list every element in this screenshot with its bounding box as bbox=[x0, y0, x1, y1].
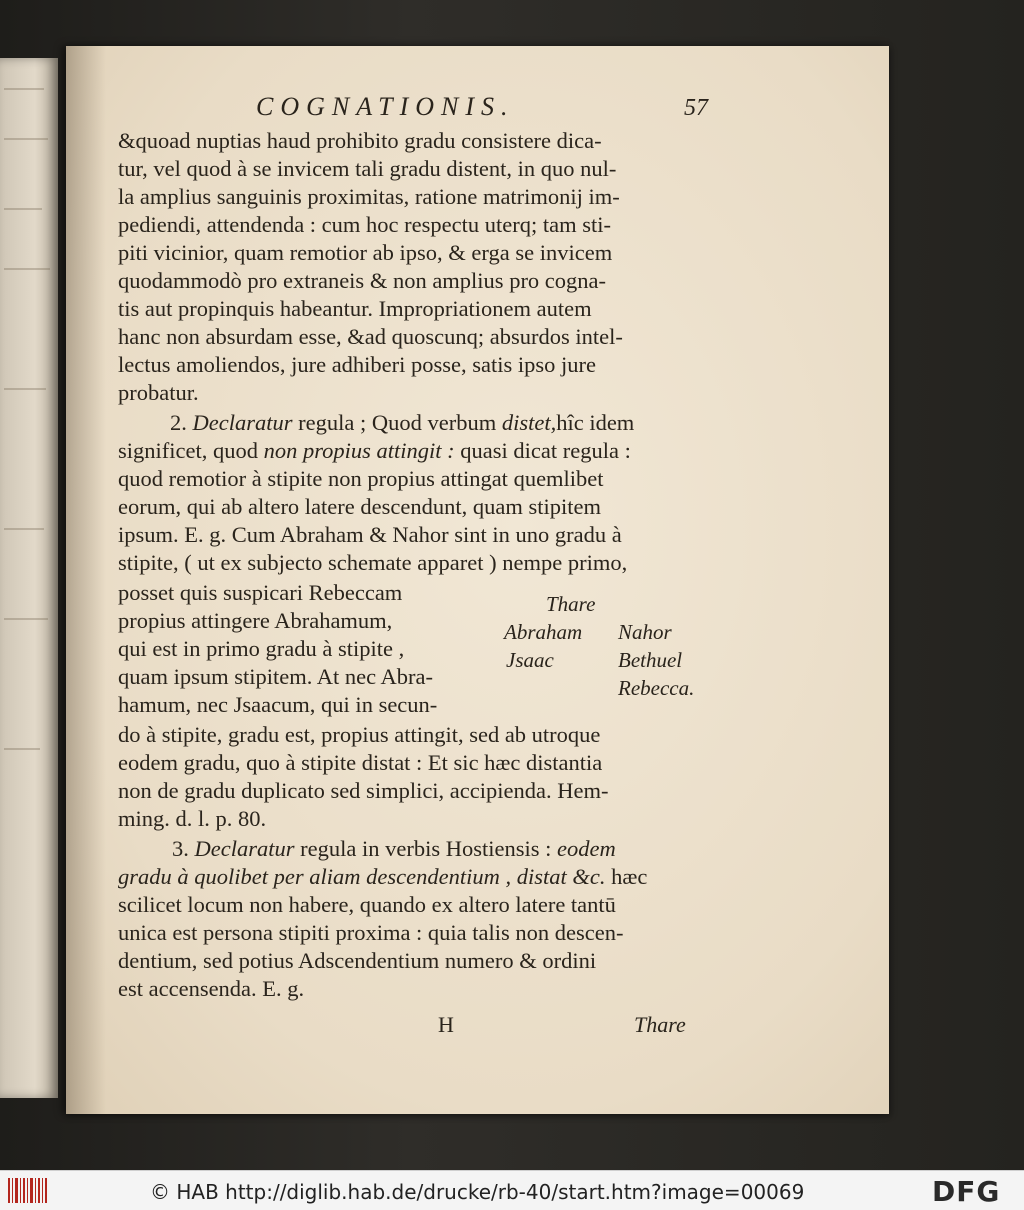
previous-page-edge bbox=[0, 58, 58, 1098]
text-line: qui est in primo gradu à stipite , bbox=[118, 636, 405, 661]
page-gutter-shadow bbox=[66, 46, 106, 1114]
signature-mark: H bbox=[438, 1012, 454, 1037]
declaratur-word: Declaratur bbox=[192, 410, 293, 435]
text-line: stipite, ( ut ex subjecto schemate apparet ) nempe primo, bbox=[118, 550, 628, 575]
figure-gen3-right: Rebecca. bbox=[618, 676, 695, 700]
text-line: la amplius sanguinis proximitas, ratione matrimonij im- bbox=[118, 184, 620, 209]
paragraph-number: 3. bbox=[172, 836, 189, 861]
text-line bbox=[118, 440, 631, 463]
figure-root: Thare bbox=[546, 592, 596, 616]
text-line: tur, vel quod à se invicem tali gradu distent, in quo nul- bbox=[118, 156, 617, 181]
catchword: Thare bbox=[634, 1012, 686, 1037]
text-line: ming. d. l. p. 80. bbox=[118, 806, 267, 831]
figure-gen1-right: Nahor bbox=[618, 620, 672, 644]
copyright-url-text: © HAB http://diglib.hab.de/drucke/rb-40/start.htm?image=00069 bbox=[150, 1180, 805, 1204]
text-line: eodem gradu, quo à stipite distat : Et sic hæc distantia bbox=[118, 750, 603, 775]
text-segment: hîc idem bbox=[556, 410, 635, 435]
paragraph-3-first-line bbox=[172, 838, 616, 861]
hab-barcode-icon bbox=[8, 1178, 48, 1203]
text-segment: quasi dicat regula : bbox=[460, 438, 631, 463]
text-line: quam ipsum stipitem. At nec Abra- bbox=[118, 664, 433, 689]
text-line: hanc non absurdam esse, &ad quoscunq; absurdos intel- bbox=[118, 324, 623, 349]
paragraph-number: 2. bbox=[170, 410, 187, 435]
text-line: unica est persona stipiti proxima : quia talis non descen- bbox=[118, 920, 624, 945]
text-line: probatur. bbox=[118, 380, 199, 405]
text-line: tis aut propinquis habeantur. Impropriationem autem bbox=[118, 296, 592, 321]
text-segment: regula ; Quod verbum bbox=[298, 410, 497, 435]
text-line: lectus amoliendos, jure adhiberi posse, satis ipso jure bbox=[118, 352, 597, 377]
text-line: quod remotior à stipite non propius attingat quemlibet bbox=[118, 466, 604, 491]
text-line: est accensenda. E. g. bbox=[118, 976, 305, 1001]
text-line: do à stipite, gradu est, propius attingit, sed ab utroque bbox=[118, 722, 601, 747]
italic-term: distet, bbox=[501, 410, 557, 435]
book-page bbox=[66, 46, 889, 1114]
declaratur-word: Declaratur bbox=[194, 836, 295, 861]
footer-bar bbox=[0, 1170, 1024, 1210]
text-line: ipsum. E. g. Cum Abraham & Nahor sint in uno gradu à bbox=[118, 522, 622, 547]
italic-term: non propius attingit : bbox=[263, 438, 455, 463]
text-line: pediendi, attendenda : cum hoc respectu uterq; tam sti- bbox=[118, 212, 611, 237]
text-line: quodammodò pro extraneis & non amplius pro cogna- bbox=[118, 268, 607, 293]
italic-term: eodem bbox=[556, 836, 616, 861]
text-line: posset quis suspicari Rebeccam bbox=[118, 580, 403, 605]
text-line: eorum, qui ab altero latere descendunt, quam stipitem bbox=[118, 494, 601, 519]
text-line: &quoad nuptias haud prohibito gradu consistere dica- bbox=[118, 128, 602, 153]
text-line: scilicet locum non habere, quando ex altero latere tantū bbox=[118, 892, 616, 917]
italic-term: gradu à quolibet per aliam descendentium , distat &c. bbox=[118, 864, 606, 889]
text-line: hamum, nec Jsaacum, qui in secun- bbox=[118, 692, 438, 717]
dfg-logo: DFG bbox=[932, 1175, 1001, 1208]
text-line: piti vicinior, quam remotior ab ipso, & erga se invicem bbox=[118, 240, 613, 265]
text-segment: significet, quod bbox=[118, 438, 258, 463]
running-head: COGNATIONIS. bbox=[256, 92, 515, 121]
figure-gen2-left: Jsaac bbox=[506, 648, 554, 672]
text-line: non de gradu duplicato sed simplici, accipienda. Hem- bbox=[118, 778, 609, 803]
text-segment: hæc bbox=[611, 864, 648, 889]
paragraph-2-first-line bbox=[170, 412, 634, 435]
text-segment: regula in verbis Hostiensis : bbox=[300, 836, 552, 861]
text-line bbox=[118, 866, 647, 889]
page-number: 57 bbox=[684, 95, 708, 121]
figure-gen1-left: Abraham bbox=[504, 620, 583, 644]
text-line: dentium, sed potius Adscendentium numero & ordini bbox=[118, 948, 597, 973]
text-line: propius attingere Abrahamum, bbox=[118, 608, 393, 633]
figure-gen2-right: Bethuel bbox=[618, 648, 683, 672]
